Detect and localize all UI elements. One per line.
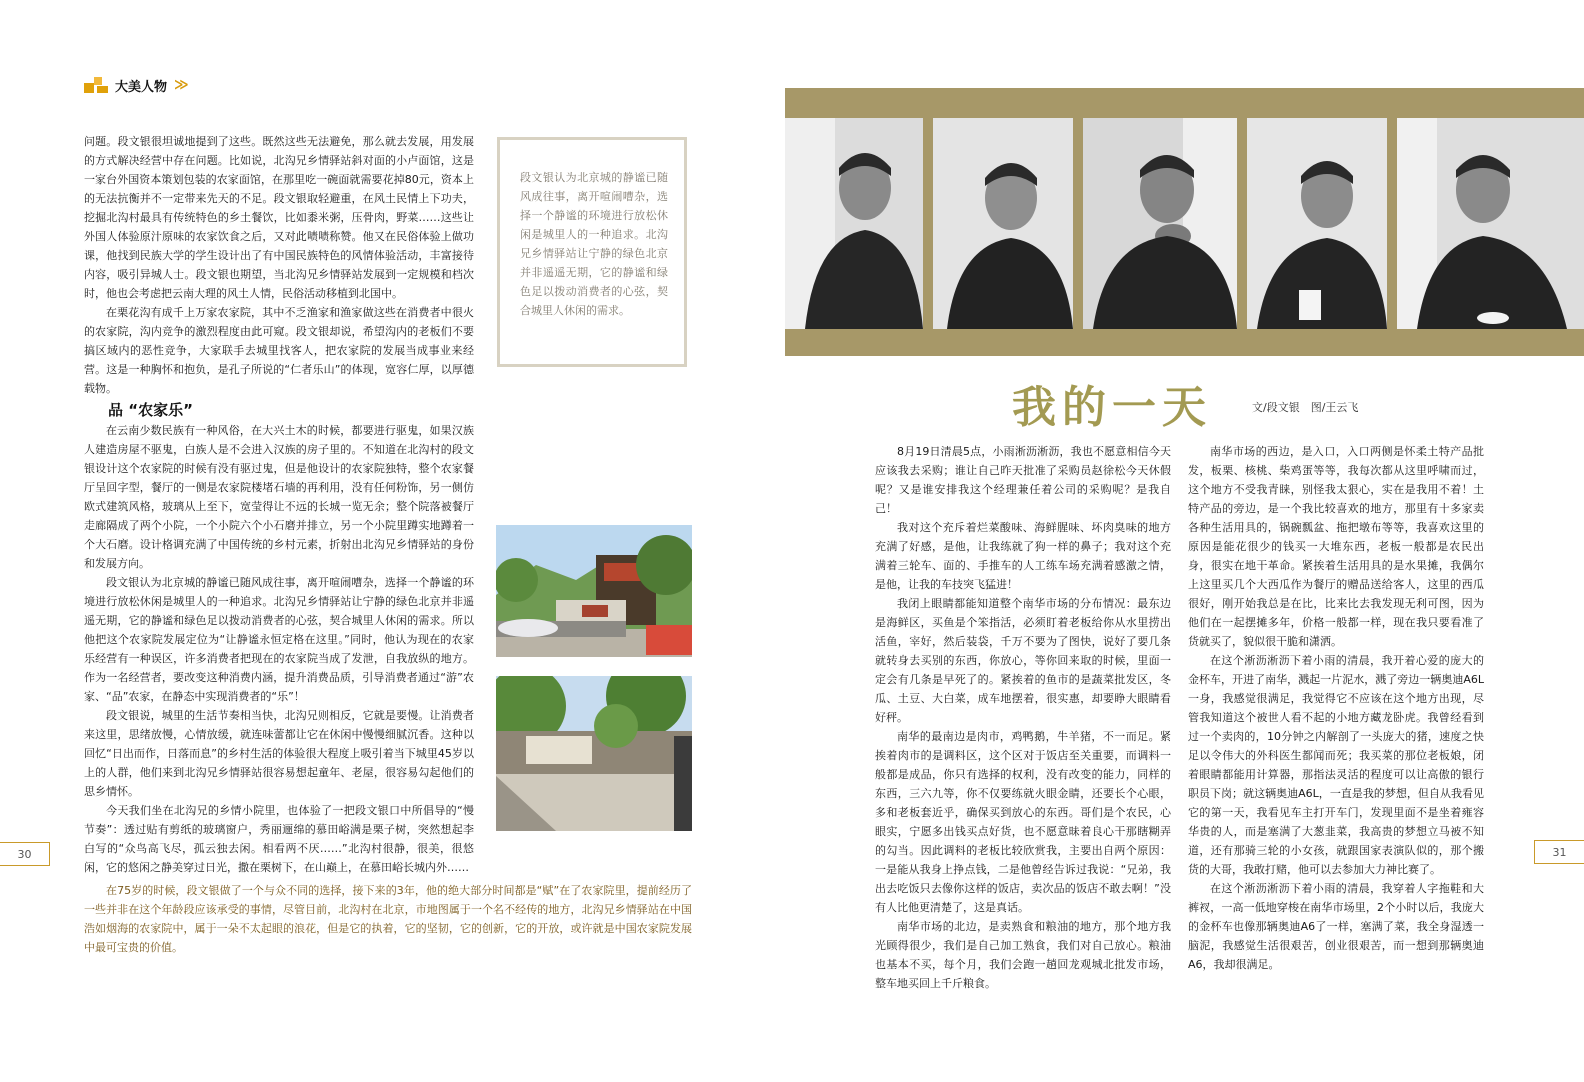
portrait-photo-2	[933, 118, 1073, 329]
courtyard-image	[496, 676, 692, 831]
portrait-image-3	[1083, 118, 1237, 329]
article-column-1	[875, 442, 1171, 993]
portrait-photo-3	[1083, 118, 1237, 329]
article-title: 我的一天	[1012, 382, 1212, 433]
article-column-2	[1188, 442, 1484, 974]
paragraph: 段文银说，城里的生活节奏相当快，北沟兄则相反，它就是要慢。让消费者来这里，思绪放慢，心情放缓，就连味蕾都让它在休闲中慢慢细腻沉香。这种以回忆“日出而作，日落而息”的乡村生活的体验很大程度上吸引着当下城里45岁以上的人群，他们来到北沟兄乡情驿站很容易想起童年、老屋，很容易勾起他们的思乡情怀。	[84, 709, 474, 798]
section-header	[84, 75, 186, 95]
paragraph: 在栗花沟有成千上万家农家院，其中不乏渔家和渔家做这些在消费者中很火的农家院，沟内竞争的激烈程度由此可窥。段文银却说，希望沟内的老板们不要搞区域内的恶性竞争，大家联手去城里找客人，把农家院的发展当成事业来经营。这是一种胸怀和抱负，是孔子所说的“仁者乐山”的体现，宽容仁厚，以厚德载物。	[84, 306, 474, 395]
page-number-left: 30	[0, 842, 50, 866]
section-logo-icon	[84, 77, 108, 93]
portrait-photo-4	[1247, 118, 1387, 329]
article-byline: 文/段文银 图/王云飞	[1252, 401, 1359, 414]
paragraph: 我对这个充斥着烂菜酸味、海鲜腥味、坏肉臭味的地方充满了好感，是他，让我练就了狗一样的鼻子；我对这个充满着三轮车、面的、手推车的人工练车场充满着感激之情，是他，让我的车技突飞猛进！	[875, 521, 1171, 591]
portrait-photo-1	[785, 118, 923, 329]
paragraph: 问题。段文银很坦诚地提到了这些。既然这些无法避免，那么就去发展，用发展的方式解决经营中存在问题。比如说，北沟兄乡情驿站斜对面的小卢面馆，这是一家台外国资本策划包装的农家面馆，在那里吃一碗面就需要花掉80元，资本上的无法抗衡并不一定带来先天的不足。段文银取轻避重，在风土民情上下功夫，挖掘北沟村最具有传统特色的乡土餐饮，比如黍米粥，压骨肉，野菜……这些让外国人体验原汁原味的农家饮食之后，又对此啧啧称赞。他又在民俗体验上做功课，他找到民族大学的学生设计出了有中国民族特色的风情体验活动，丰富接待内容，吸引异城人士。段文银也期望，当北沟兄乡情驿站发展到一定规模和档次时，他也会考虑把云南大理的风土人情，民俗活动移植到北国中。	[84, 135, 474, 300]
paragraph: 在云南少数民族有一种风俗，在大兴土木的时候，都要进行驱鬼，如果汉族人建造房屋不驱鬼，白族人是不会进入汉族的房子里的。不知道在北沟村的段文银设计这个农家院的时候有没有驱过鬼，但是他设计的农家院独特，整个农家餐厅呈回字型，餐厅的一侧是农家院楼堵石墙的再利用，没有任何粉饰，另一侧仿欧式建筑风格，玻璃从上至下，宽莹得让不远的长城一览无余；整个院落被餐厅走廊隔成了两个小院，一个小院六个小石磨并排立，另一个小院里蹲实地蹲着一个大石磨。设计格调充满了中国传统的乡村元素，折射出北沟兄乡情驿站的身份和发展方向。	[84, 424, 474, 570]
pull-quote	[497, 137, 687, 367]
courtyard-photo	[496, 676, 692, 831]
section-subheading: 品 “农家乐”	[108, 401, 193, 419]
paragraph: 在75岁的时候，段文银做了一个与众不同的选择，接下来的3年，他的绝大部分时间都是“赋”在了农家院里，提前经历了一些并非在这个年龄段应该承受的事情，尽管目前，北沟村在北京，市地图属于一个名不经传的地方，北沟兄乡情驿站在中国浩如烟海的农家院中，属于一朵不太起眼的浪花，但是它的执着，它的坚韧，它的创新，它的开放，或许就是中国农家院发展中最可宝贵的价值。	[84, 884, 692, 954]
paragraph: 我闭上眼睛都能知道整个南华市场的分布情况：最东边是海鲜区，买鱼是个笨指活，必须盯着老板给你从水里捞出活鱼，宰好，然后装袋，千万不要为了图快，说好了要几条就转身去买别的东西，你放心，等你回来取的时候，里面一定会有几条是早死了的。紧挨着的鱼市的是蔬菜批发区，冬瓜、土豆、大白菜，成车地摆着，很实惠，却要睁大眼睛看好秤。	[875, 597, 1171, 724]
portrait-strip	[785, 88, 1584, 356]
paragraph: 段文银认为北京城的静谧已随风成往事，离开喧闹嘈杂，选择一个静谧的环境进行放松休闲是城里人的一种追求。北沟兄乡情驿站让宁静的绿色北京并非遥遥无期，它的静谧和绿色足以拨动消费者的心弦，契合城里人休闲的需求。所以他把这个农家院发展定位为“让静谧永恒定格在这里。”同时，他认为现在的农家乐经营有一种误区，许多消费者把现在的农家院当成了发泄，自我放纵的地方。作为一名经营者，要改变这种消费内涵，提升消费品质，引导消费者通过“游”农家、“品”农家，在静态中实现消费者的“乐”！	[84, 576, 474, 703]
paragraph: 南华的最南边是肉市，鸡鸭鹅，牛羊猪，不一而足。紧挨着肉市的是调料区，这个区对于饭店至关重要，而调料一般都是成品，你只有选择的权利，没有改变的能力，同样的东西，三六九等，你不仅要练就火眼金睛，还要长个心眼，多和老板套近乎，确保买到放心的东西。哥们是个农民，心眼实，宁愿多出钱买点好货，也不愿意昧着良心干那瞎糊弄的勾当。因此调料的老板比较欣赏我，主要出自两个原因：一是能从我身上挣点钱，二是他曾经告诉过我说：“兄弟，我出去吃饭只去像你这样的饭店，卖次品的饭店不敢去啊！”没有人比他更清楚了，这是真话。	[875, 730, 1171, 914]
portrait-image-4	[1247, 118, 1387, 329]
intro-text	[84, 132, 474, 398]
paragraph: 8月19日清晨5点，小雨淅沥淅沥，我也不愿意相信今天应该我去采购；谁让自己昨天批准了采购员赵徐松今天休假呢？又是谁安排我这个经理兼任着公司的采购呢？是我自己！	[875, 445, 1171, 515]
portrait-image-1	[785, 118, 923, 329]
paragraph: 南华市场的西边，是入口，入口两侧是怀柔土特产品批发，板栗、核桃、柴鸡蛋等等，我每次都从这里呼啸而过，这个地方不受我青睐，别怪我太狠心，实在是我用不着！土特产品的旁边，是一个我比较喜欢的地方，那里有十多家卖各种生活用具的，锅碗瓢盆、拖把墩布等等，我喜欢这里的原因是能花很少的钱买一大堆东西，老板一般都是农民出身，很实在地干革命。紧挨着生活用具的是水果摊，我偶尔上这里买几个大西瓜作为餐厅的赠品送给客人，这里的西瓜很好，刚开始我总是在比，比来比去我发现无利可图，因为他们在一起摆摊多年，价格一般都一样，现在我只要看准了货就买了，貌似很干脆和潇洒。	[1188, 445, 1484, 648]
village-entrance-image	[496, 525, 692, 657]
chevron-double-right-icon: ≫	[174, 77, 186, 93]
paragraph: 在这个淅沥淅沥下着小雨的清晨，我穿着人字拖鞋和大裤衩，一高一低地穿梭在南华市场里，2个小时以后，我庞大的金杯车也像那辆奥迪A6了一样，塞满了菜，我全身湿透一脑泥，我感觉生活很艰苦，创业很艰苦，而一想到那辆奥迪A6，我却很满足。	[1188, 882, 1484, 971]
portrait-image-2	[933, 118, 1073, 329]
paragraph: 今天我们坐在北沟兄的乡情小院里，也体验了一把段文银口中所倡导的“慢节奏”：透过贴有剪纸的玻璃窗户，秀丽逦绵的慕田峪满是栗子树，突然想起李白写的“众鸟高飞尽，孤云独去闲。相看两不厌……”北沟村很静，很美，很悠闲，它的悠闲之静美穿过日光，撒在栗树下，在山巅上，在慕田峪长城内外……	[84, 804, 474, 874]
portrait-image-5	[1397, 118, 1584, 329]
body-text	[84, 421, 474, 877]
village-entrance-photo	[496, 525, 692, 657]
paragraph: 南华市场的北边，是卖熟食和粮油的地方，那个地方我光顾得很少，我们是自己加工熟食，我们对自己放心。粮油也基本不买，每个月，我们会跑一趟回龙观城北批发市场，整车地买回上千斤粮食。	[875, 920, 1171, 990]
page-number-right: 31	[1534, 840, 1584, 864]
pull-quote-text: 段文银认为北京城的静谧已随风成往事，离开喧闹嘈杂，选择一个静谧的环境进行放松休闲是城里人的一种追求。北沟兄乡情驿站让宁静的绿色北京并非遥遥无期，它的静谧和绿色足以拨动消费者的心弦，契合城里人休闲的需求。	[520, 171, 668, 317]
paragraph: 在这个淅沥淅沥下着小雨的清晨，我开着心爱的庞大的金杯车，开进了南华，溅起一片泥水，溅了旁边一辆奥迪A6L一身，我感觉很满足，我觉得它不应该在这个地方出现，尽管我知道这个被世人看不起的小地方藏龙卧虎。我曾经看到过一个卖肉的，10分钟之内解剖了一头庞大的猪，速度之快足以令伟大的外科医生都闻而死；我买菜的那位老板娘，闭着眼睛都能用计算器，那指法灵活的程度可以让高傲的银行职员下岗；就这辆奥迪A6L，一直是我的梦想，但自从我看见它的第一天，我看见车主打开车门，发现里面不是坐着雍容华贵的人，而是塞满了大葱韭菜，我高贵的梦想立马被不知道，还有那骑三轮的小女孩，就跟国家表演队似的，那个搬货的大哥，我敢打赌，他可以去参加大力神比赛了。	[1188, 654, 1484, 876]
section-title: 大美人物	[115, 79, 168, 95]
portrait-photo-5	[1397, 118, 1584, 329]
summary-paragraph	[84, 881, 692, 957]
